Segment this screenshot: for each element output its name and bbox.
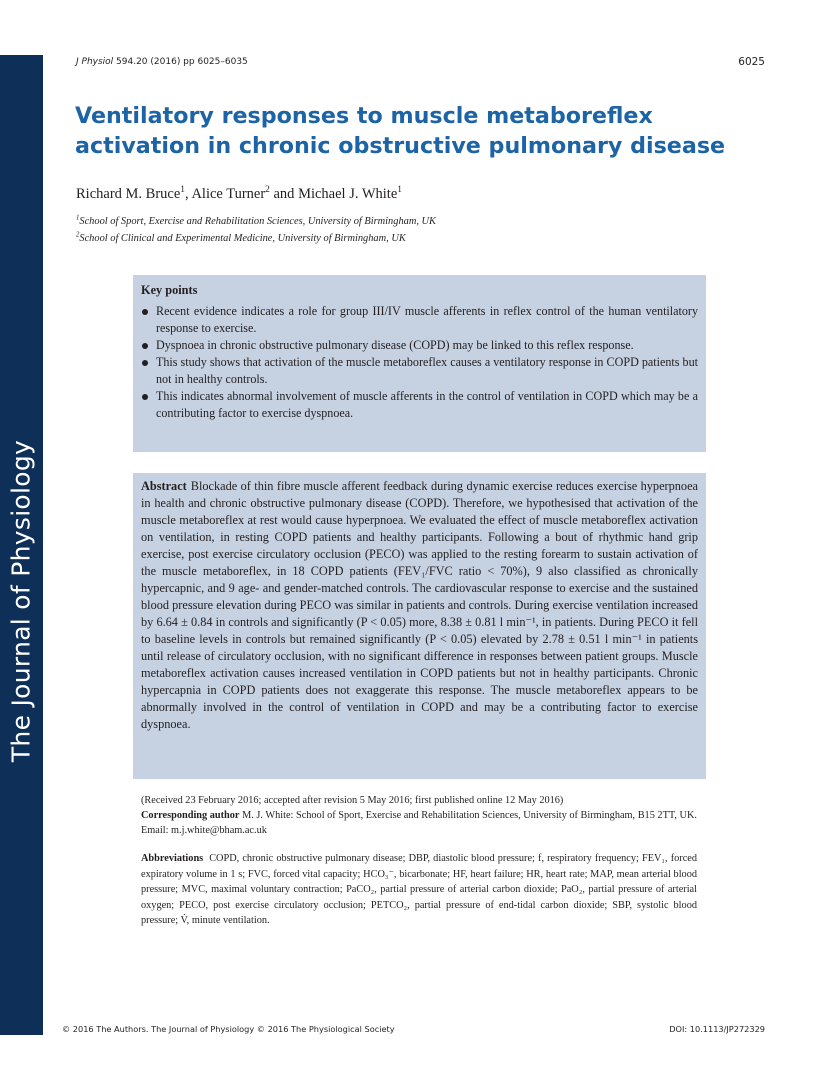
citation-details: 594.20 (2016) pp 6025–6035 bbox=[116, 57, 248, 67]
journal-sidebar bbox=[0, 55, 43, 1035]
received-dates: (Received 23 February 2016; accepted after revision 5 May 2016; first published online 12 May 2016) bbox=[141, 795, 564, 806]
author-affiliation-mark: 1 bbox=[180, 185, 185, 196]
bullet-icon bbox=[142, 394, 148, 400]
abbreviations-label: Abbreviations bbox=[141, 853, 204, 864]
article-title: Ventilatory responses to muscle metaboreflex activation in chronic obstructive pulmonary disease bbox=[75, 103, 726, 159]
author-name: Richard M. Bruce bbox=[76, 186, 181, 202]
affiliation-text: School of Sport, Exercise and Rehabilitation Sciences, University of Birmingham, UK bbox=[79, 216, 436, 227]
citation-line bbox=[76, 57, 248, 67]
corresponding-label: Corresponding author bbox=[141, 810, 240, 821]
bullet-icon bbox=[142, 309, 148, 315]
page-number: 6025 bbox=[738, 56, 765, 68]
key-points-heading: Key points bbox=[141, 283, 198, 297]
bullet-icon bbox=[142, 360, 148, 366]
author-affiliation-mark: 2 bbox=[265, 185, 270, 196]
abbreviations-text: COPD, chronic obstructive pulmonary disease; DBP, diastolic blood pressure; f, respiratory frequency; FEV₁, forced expiratory volume in 1 s; FVC, forced vital capacity; HCO₃⁻, bicarbonate; HF, heart failure; HR, heart rate; MAP, mean arterial blood pressure; MVC, maximal voluntary contraction; PaCO₂, partial pressure of arterial carbon dioxide; PaO₂, partial pressure of arterial oxygen; PECO, post exercise circulatory occlusion; PETCO₂, partial pressure of end-tidal carbon dioxide; SBP, systolic blood pressure; V̇, minute ventilation. bbox=[141, 853, 697, 926]
author-separator: and bbox=[269, 186, 299, 202]
author-name: Alice Turner bbox=[191, 186, 266, 202]
doi: DOI: 10.1113/JP272329 bbox=[669, 1024, 765, 1034]
key-point-text: Dyspnoea in chronic obstructive pulmonary disease (COPD) may be linked to this reflex response. bbox=[156, 338, 634, 352]
key-point-item bbox=[141, 337, 698, 354]
author-affiliation-mark: 1 bbox=[397, 185, 402, 196]
affiliation-line bbox=[76, 213, 436, 230]
abbreviations bbox=[141, 851, 697, 929]
key-points-list bbox=[141, 303, 698, 422]
key-point-text: Recent evidence indicates a role for group III/IV muscle afferents in reflex control of the human ventilatory response to exercise. bbox=[156, 304, 698, 335]
key-points-box bbox=[133, 275, 706, 452]
journal-name-vertical: The Journal of Physiology bbox=[6, 439, 36, 763]
key-point-text: This indicates abnormal involvement of muscle afferents in the control of ventilation in COPD which may be a contributing factor to exercise dyspnoea. bbox=[156, 389, 698, 420]
author-separator: , bbox=[185, 186, 192, 202]
affiliation-text: School of Clinical and Experimental Medicine, University of Birmingham, UK bbox=[79, 233, 406, 244]
citation-journal: J Physiol bbox=[76, 57, 114, 67]
corresponding-author bbox=[141, 808, 697, 838]
key-point-item bbox=[141, 354, 698, 388]
affiliation-mark: 1 bbox=[76, 214, 80, 222]
affiliation-mark: 2 bbox=[76, 231, 80, 239]
key-point-item bbox=[141, 388, 698, 422]
affiliations bbox=[76, 213, 436, 247]
affiliation-line bbox=[76, 230, 436, 247]
abstract-box bbox=[133, 473, 706, 779]
key-point-item bbox=[141, 303, 698, 337]
key-point-text: This study shows that activation of the muscle metaboreflex causes a ventilatory response in COPD patients but not in healthy controls. bbox=[156, 355, 698, 386]
author-name: Michael J. White bbox=[298, 186, 398, 202]
abstract-label: Abstract bbox=[141, 479, 187, 493]
abstract-text: Blockade of thin fibre muscle afferent feedback during dynamic exercise reduces exercise hyperpnoea in health and chronic obstructive pulmonary disease (COPD). Therefore, we hypothesised that activation of the muscle metaboreflex at rest would cause hyperpnoea. We evaluated the effect of muscle metaboreflex activation on ventilation, in resting COPD patients and healthy participants. Following a bout of rhythmic hand grip exercise, post exercise circulatory occlusion (PECO) was applied to the resting forearm to sustain activation of the muscle metaboreflex, in 18 COPD patients (FEV₁/FVC ratio < 70%), 9 also classified as chronically hypercapnic, and 9 age- and gender-matched controls. The cardiovascular response to exercise and the sustained blood pressure elevation during PECO was similar in patients and controls. During exercise ventilation increased by 6.64 ± 0.84 in controls and significantly (P < 0.05) more, 8.38 ± 0.81 l min⁻¹, in patients. During PECO it fell to baseline levels in controls but remained significantly (P < 0.05) elevated by 2.78 ± 0.51 l min⁻¹ in patients until release of circulatory occlusion, with no significant difference in responses between patient groups. Muscle metaboreflex activation causes increased ventilation in COPD patients but not in healthy participants. Chronic hypercapnia in COPD patients does not exaggerate this response. The muscle metaboreflex appears to be abnormally involved in the control of ventilation in COPD and may be a contributing factor to exercise dyspnoea. bbox=[141, 479, 698, 731]
copyright-notice: © 2016 The Authors. The Journal of Physiology © 2016 The Physiological Society bbox=[62, 1024, 395, 1034]
author-list bbox=[76, 186, 402, 203]
corresponding-text: M. J. White: School of Sport, Exercise and Rehabilitation Sciences, University of Birmingham, B15 2TT, UK. Email: m.j.white@bham.ac.uk bbox=[141, 810, 697, 836]
article-history bbox=[141, 793, 697, 838]
bullet-icon bbox=[142, 343, 148, 349]
